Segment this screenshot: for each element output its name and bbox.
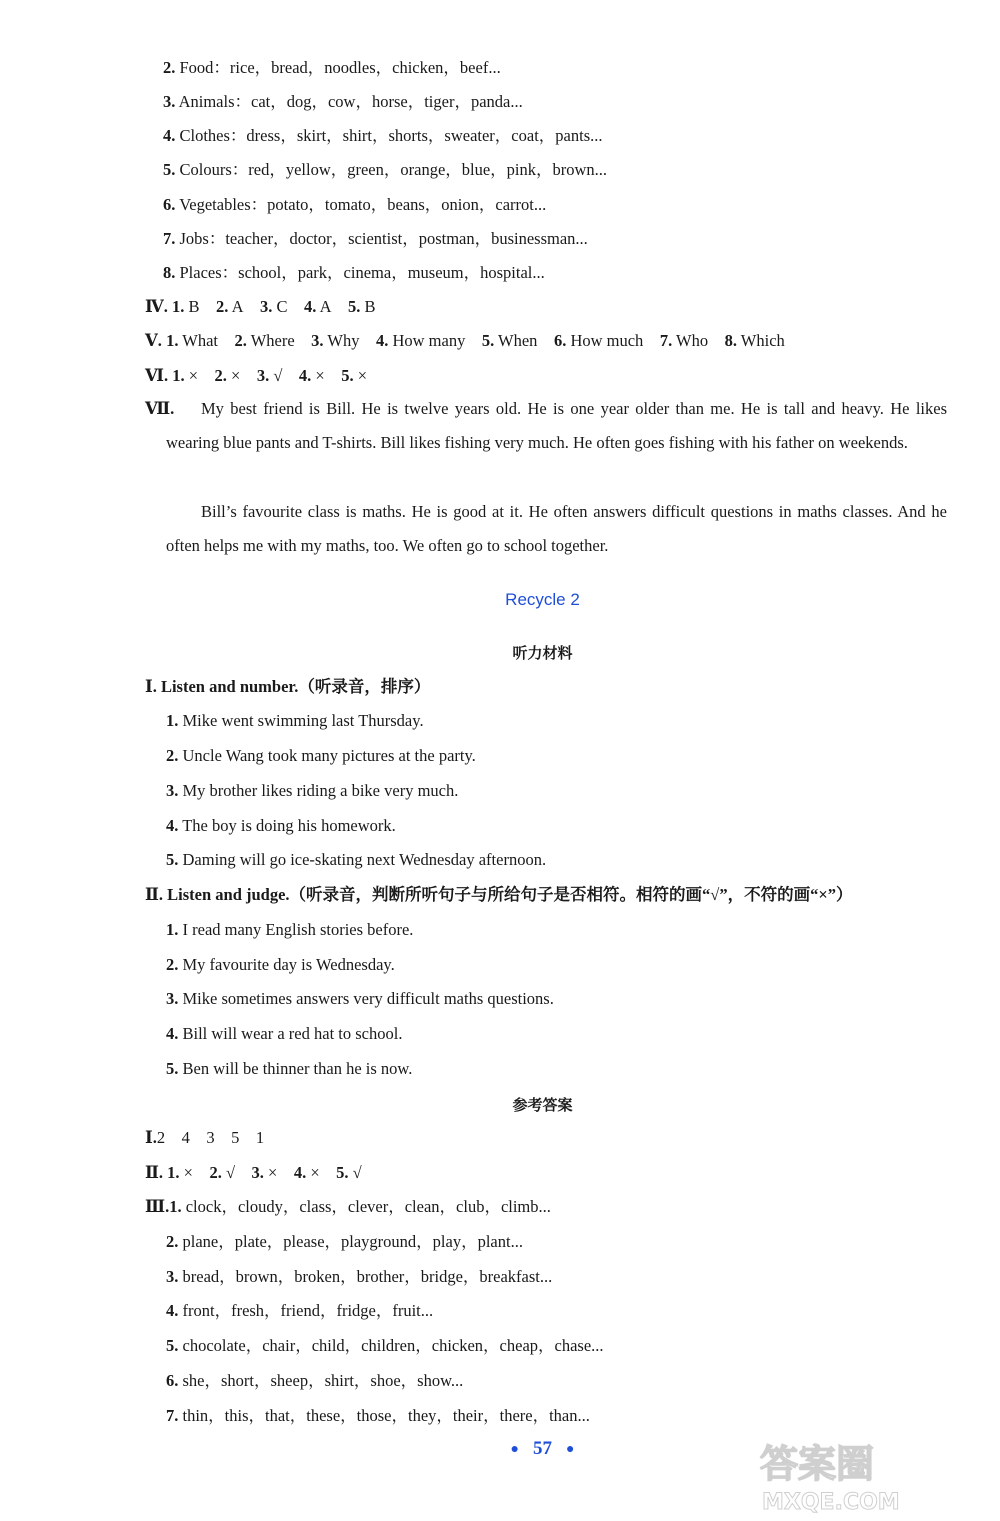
- list-item: 2. plane，plate，please，playground，play，plant...: [166, 1232, 523, 1251]
- watermark-logo: [740, 1435, 990, 1515]
- answer-row-iv: Ⅳ. 1. B 2. A 3. C 4. A 5. B: [145, 297, 376, 316]
- list-item: 3. My brother likes riding a bike very much.: [166, 781, 459, 800]
- essay-paragraph-1: My best friend is Bill. He is twelve years old. He is one year older than me. He is tall and heavy. He likes wearing blue pants and T-shirts. Bill likes fishing very much. He often goes fishing with his father on weekends.: [166, 399, 947, 453]
- answer-row-vi: Ⅵ. 1. × 2. × 3. √ 4. × 5. ×: [145, 366, 368, 385]
- question-title: Ⅱ. Listen and judge.（听录音，判断所听句子与所给句子是否相符。相符的画“√”，不符的画“×”）: [145, 885, 853, 904]
- question-title: Ⅰ. Listen and number.（听录音，排序）: [145, 677, 431, 696]
- answer-row-i: Ⅰ.2 4 3 5 1: [145, 1128, 265, 1147]
- list-item: 4. Bill will wear a red hat to school.: [166, 1024, 403, 1043]
- list-item: 4. Clothes：dress，skirt，shirt，shorts，sweater，coat，pants...: [163, 126, 603, 145]
- essay-paragraph-2: Bill’s favourite class is maths. He is good at it. He often answers difficult questions in maths classes. And he often helps me with my maths, too. We often go to school together.: [166, 502, 947, 556]
- bullet-icon: ●: [566, 1441, 575, 1457]
- svg-text:答案圈: 答案圈: [760, 1442, 875, 1486]
- list-item: 6. she，short，sheep，shirt，shoe，show...: [166, 1371, 464, 1390]
- list-item: 5. chocolate，chair，child，children，chicken，cheap，chase...: [166, 1336, 604, 1355]
- list-item: 7. Jobs：teacher，doctor，scientist，postman，businessman...: [163, 229, 588, 248]
- list-item: 5. Ben will be thinner than he is now.: [166, 1059, 413, 1078]
- list-item: 2. Uncle Wang took many pictures at the party.: [166, 746, 476, 765]
- answer-row-iii: Ⅲ.1. clock，cloudy，class，clever，clean，club，climb...: [145, 1197, 551, 1216]
- list-item: 5. Colours：red，yellow，green，orange，blue，pink，brown...: [163, 160, 608, 179]
- list-item: 1. I read many English stories before.: [166, 920, 414, 939]
- page-number: ● 57 ●: [0, 1438, 1000, 1460]
- section-label-vii: Ⅶ.: [145, 399, 175, 418]
- list-item: 3. Animals：cat，dog，cow，horse，tiger，panda...: [163, 92, 523, 111]
- list-item: 3. bread，brown，broken，brother，bridge，breakfast...: [166, 1267, 553, 1286]
- list-item: 4. The boy is doing his homework.: [166, 816, 396, 835]
- section-title: Recycle 2: [505, 590, 580, 609]
- list-item: 2. My favourite day is Wednesday.: [166, 955, 395, 974]
- list-item: 1. Mike went swimming last Thursday.: [166, 711, 424, 730]
- list-item: 5. Daming will go ice-skating next Wednesday afternoon.: [166, 850, 547, 869]
- answer-row-v: Ⅴ. 1. What 2. Where 3. Why 4. How many 5. When 6. How much 7. Who 8. Which: [145, 331, 785, 350]
- list-item: 4. front，fresh，friend，fridge，fruit...: [166, 1301, 434, 1320]
- list-item: 6. Vegetables：potato，tomato，beans，onion，carrot...: [163, 195, 547, 214]
- bullet-icon: ●: [510, 1441, 519, 1457]
- list-item: 2. Food：rice，bread，noodles，chicken，beef...: [163, 58, 501, 77]
- answer-row-ii: Ⅱ. 1. × 2. √ 3. × 4. × 5. √: [145, 1163, 362, 1182]
- svg-text:MXQE.COM: MXQE.COM: [762, 1490, 900, 1515]
- list-item: 3. Mike sometimes answers very difficult maths questions.: [166, 989, 554, 1008]
- answers-heading: 参考答案: [512, 1098, 573, 1114]
- listening-heading: 听力材料: [512, 646, 573, 662]
- list-item: 8. Places：school，park，cinema，museum，hospital...: [163, 263, 545, 282]
- list-item: 7. thin，this，that，these，those，they，their，there，than...: [166, 1406, 590, 1425]
